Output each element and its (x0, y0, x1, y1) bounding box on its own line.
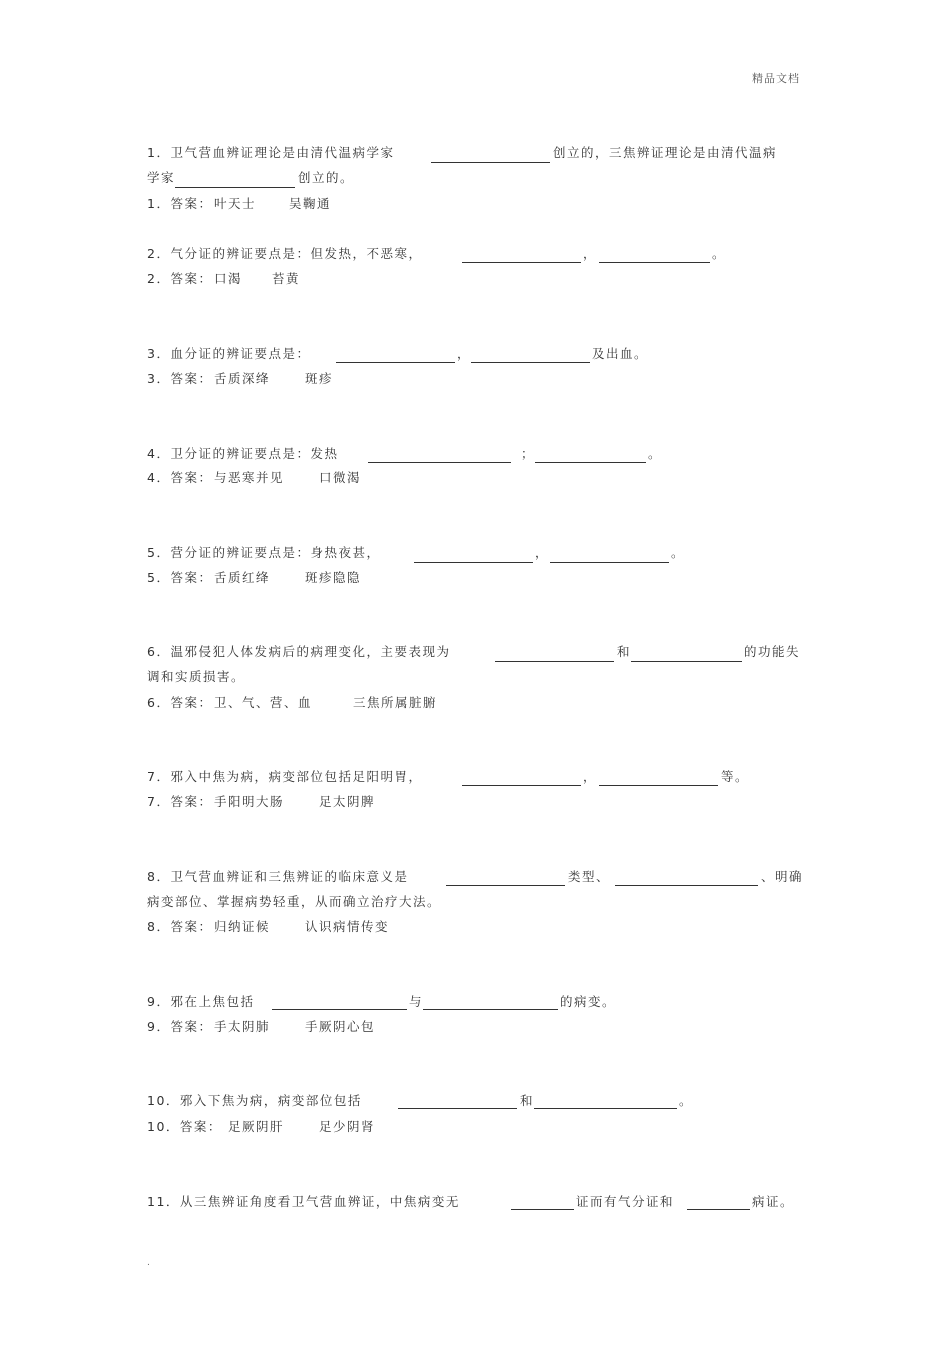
answer-blank (446, 885, 565, 886)
question-2-text: 2．气分证的辨证要点是：但发热，不恶寒， (147, 246, 423, 261)
answer-blank (471, 362, 590, 363)
answer-blank (535, 462, 646, 463)
answer-blank (175, 187, 295, 188)
answer-1-value-b: 吴鞠通 (289, 196, 332, 211)
question-3-text: 3．血分证的辨证要点是： (147, 346, 311, 361)
separator: ； (521, 446, 536, 461)
answer-blank (511, 1209, 574, 1210)
answer-blank (495, 661, 614, 662)
question-5-text: 5．营分证的辨证要点是：身热夜甚， (147, 545, 381, 560)
answer-2-value-b: 苔黄 (272, 271, 301, 286)
question-1-text-b: 创立的，三焦辨证理论是由清代温病 (553, 145, 778, 160)
answer-4-label: 4．答案： (147, 470, 213, 485)
answer-7-label: 7．答案： (147, 794, 213, 809)
question-10-end: 。 (679, 1093, 694, 1108)
answer-8-label: 8．答案： (147, 919, 213, 934)
answer-3-value-a: 舌质深绛 (214, 371, 271, 386)
answer-6-label: 6．答案： (147, 695, 213, 710)
question-9-text: 9．邪在上焦包括 (147, 994, 255, 1009)
answer-1-label: 1．答案： (147, 196, 213, 211)
separator: 类型、 (568, 869, 611, 884)
question-3-end: 及出血。 (592, 346, 649, 361)
question-7-text: 7．邪入中焦为病，病变部位包括足阳明胃， (147, 769, 423, 784)
separator: 和 (617, 644, 632, 659)
answer-blank (599, 785, 718, 786)
answer-9-label: 9．答案： (147, 1019, 213, 1034)
answer-blank (599, 262, 710, 263)
question-11-middle: 证而有气分证和 (576, 1194, 675, 1209)
answer-10-label: 10．答案： (147, 1119, 222, 1134)
answer-5-value-b: 斑疹隐隐 (305, 570, 362, 585)
separator: ， (457, 346, 472, 361)
answer-blank (272, 1009, 407, 1010)
separator: ， (583, 246, 598, 261)
question-8-text-c: 病变部位、掌握病势轻重，从而确立治疗大法。 (147, 894, 442, 909)
answer-10-value-b: 足少阴肾 (319, 1119, 376, 1134)
question-9-end: 的病变。 (560, 994, 617, 1009)
question-10-text: 10．邪入下焦为病，病变部位包括 (147, 1093, 362, 1108)
question-7-end: 等。 (721, 769, 750, 784)
footer-mark: . (147, 1258, 150, 1268)
answer-blank (423, 1009, 558, 1010)
question-6-text-b: 的功能失 (744, 644, 801, 659)
answer-blank (534, 1108, 677, 1109)
answer-8-value-a: 归纳证候 (214, 919, 271, 934)
question-8-text-b: 、明确 (761, 869, 804, 884)
separator: ， (583, 769, 598, 784)
question-8-text-a: 8．卫气营血辨证和三焦辨证的临床意义是 (147, 869, 409, 884)
answer-8-value-b: 认识病情传变 (305, 919, 390, 934)
answer-7-value-b: 足太阴脾 (319, 794, 376, 809)
answer-2-value-a: 口渴 (214, 271, 243, 286)
answer-4-value-b: 口微渴 (319, 470, 362, 485)
question-1-text-a: 1．卫气营血辨证理论是由清代温病学家 (147, 145, 395, 160)
page-header: 精品文档 (752, 72, 800, 85)
answer-7-value-a: 手阳明大肠 (214, 794, 285, 809)
answer-blank (631, 661, 742, 662)
answer-blank (336, 362, 455, 363)
question-11-end: 病证。 (752, 1194, 795, 1209)
answer-blank (687, 1209, 750, 1210)
answer-blank (431, 162, 550, 163)
answer-10-value-a: 足厥阴肝 (228, 1119, 285, 1134)
question-4-end: 。 (648, 446, 663, 461)
question-11-text: 11．从三焦辨证角度看卫气营血辨证，中焦病变无 (147, 1194, 460, 1209)
separator: 和 (520, 1093, 535, 1108)
answer-blank (462, 262, 581, 263)
question-1-text-d: 创立的。 (298, 170, 355, 185)
answer-3-label: 3．答案： (147, 371, 213, 386)
answer-4-value-a: 与恶寒并见 (214, 470, 285, 485)
answer-9-value-a: 手太阴肺 (214, 1019, 271, 1034)
separator: ， (535, 545, 550, 560)
answer-blank (550, 562, 669, 563)
question-1-text-c: 学家 (147, 170, 176, 185)
answer-5-label: 5．答案： (147, 570, 213, 585)
answer-blank (462, 785, 581, 786)
answer-2-label: 2．答案： (147, 271, 213, 286)
answer-6-value-a: 卫、气、营、血 (214, 695, 313, 710)
answer-blank (414, 562, 533, 563)
question-5-end: 。 (671, 545, 686, 560)
question-6-text-c: 调和实质损害。 (147, 669, 246, 684)
answer-blank (615, 885, 758, 886)
separator: 与 (409, 994, 424, 1009)
answer-5-value-a: 舌质红绛 (214, 570, 271, 585)
answer-6-value-b: 三焦所属脏腑 (353, 695, 438, 710)
question-6-text-a: 6．温邪侵犯人体发病后的病理变化，主要表现为 (147, 644, 451, 659)
answer-3-value-b: 斑疹 (305, 371, 334, 386)
answer-1-value-a: 叶天士 (214, 196, 257, 211)
question-4-text: 4．卫分证的辨证要点是：发热 (147, 446, 339, 461)
answer-blank (368, 462, 511, 463)
question-2-end: 。 (712, 246, 727, 261)
answer-9-value-b: 手厥阴心包 (305, 1019, 376, 1034)
answer-blank (398, 1108, 517, 1109)
